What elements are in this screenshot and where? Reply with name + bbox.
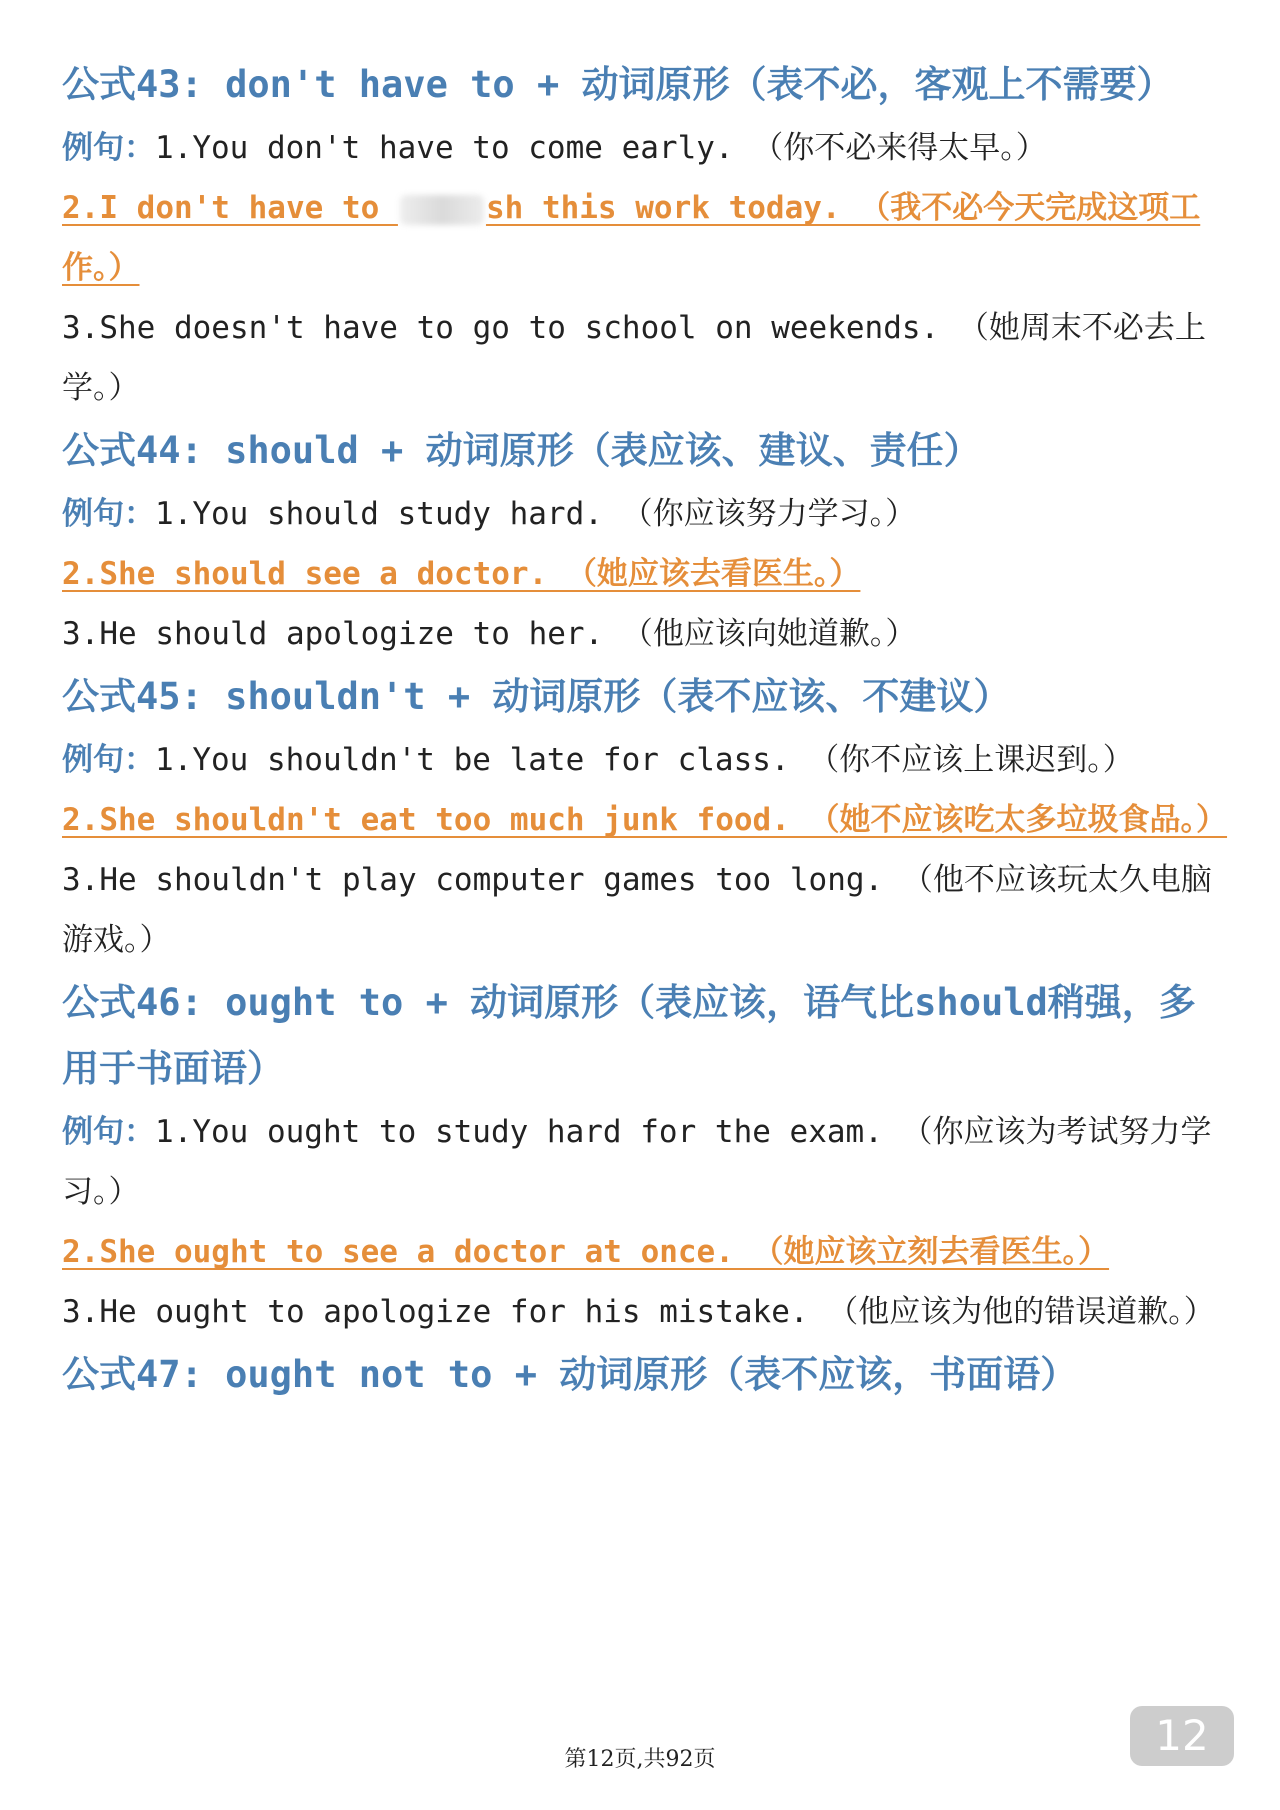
formula-46-example-2 bbox=[62, 1222, 1222, 1282]
example-text: 1.You should study hard. （你应该努力学习。） bbox=[155, 496, 917, 532]
formula-45-example-1 bbox=[62, 730, 1222, 790]
formula-43-heading: 公式43: don't have to + 动词原形（表不必，客观上不需要） bbox=[62, 63, 1174, 106]
formula-46-example-1 bbox=[62, 1102, 1222, 1222]
page-number-badge: 12 bbox=[1130, 1706, 1234, 1766]
example-text: 2.She shouldn't eat too much junk food. （她不应该吃太多垃圾食品。） bbox=[62, 802, 1228, 838]
formula-45-example-3: 3.He shouldn't play computer games too long. （他不应该玩太久电脑游戏。） bbox=[62, 862, 1212, 958]
example-label: 例句： bbox=[62, 1114, 155, 1150]
example-text: 2.She should see a doctor. （她应该去看医生。） bbox=[62, 556, 861, 592]
formula-43-example-2 bbox=[62, 178, 1222, 298]
formula-46-heading: 公式46: ought to + 动词原形（表应该，语气比should稍强，多用于书面语） bbox=[62, 981, 1196, 1090]
example-text: 1.You shouldn't be late for class. （你不应该上课迟到。） bbox=[155, 742, 1134, 778]
formula-44-heading: 公式44: should + 动词原形（表应该、建议、责任） bbox=[62, 429, 981, 472]
example-label: 例句： bbox=[62, 742, 155, 778]
example-text: 1.You don't have to come early. （你不必来得太早。） bbox=[155, 130, 1047, 166]
formula-45-example-2 bbox=[62, 790, 1228, 850]
example-label: 例句： bbox=[62, 130, 155, 166]
formula-43-example-1 bbox=[62, 118, 1222, 178]
formula-45-heading: 公式45: shouldn't + 动词原形（表不应该、不建议） bbox=[62, 675, 1011, 718]
formula-46-example-3: 3.He ought to apologize for his mistake. （他应该为他的错误道歉。） bbox=[62, 1294, 1215, 1330]
example-label: 例句： bbox=[62, 496, 155, 532]
example-text-part-2: sh this work today. （我不必今天完成这项工作。） bbox=[62, 190, 1201, 286]
formula-47-heading: 公式47: ought not to + 动词原形（表不应该，书面语） bbox=[62, 1353, 1078, 1396]
formula-44-example-2 bbox=[62, 544, 1222, 604]
page-footer: 第12页,共92页 bbox=[564, 1747, 716, 1772]
formula-44-example-1 bbox=[62, 484, 1222, 544]
formula-44-example-3: 3.He should apologize to her. （他应该向她道歉。） bbox=[62, 616, 917, 652]
example-text: 1.You ought to study hard for the exam. （你应该为考试努力学习。） bbox=[62, 1114, 1212, 1210]
example-text-part-1: 2.I don't have to bbox=[62, 190, 398, 226]
document-page bbox=[62, 52, 1228, 1408]
example-text: 2.She ought to see a doctor at once. （她应该立刻去看医生。） bbox=[62, 1234, 1110, 1270]
blurred-region bbox=[400, 195, 484, 225]
formula-43-example-3: 3.She doesn't have to go to school on weekends. （她周末不必去上学。） bbox=[62, 310, 1206, 406]
